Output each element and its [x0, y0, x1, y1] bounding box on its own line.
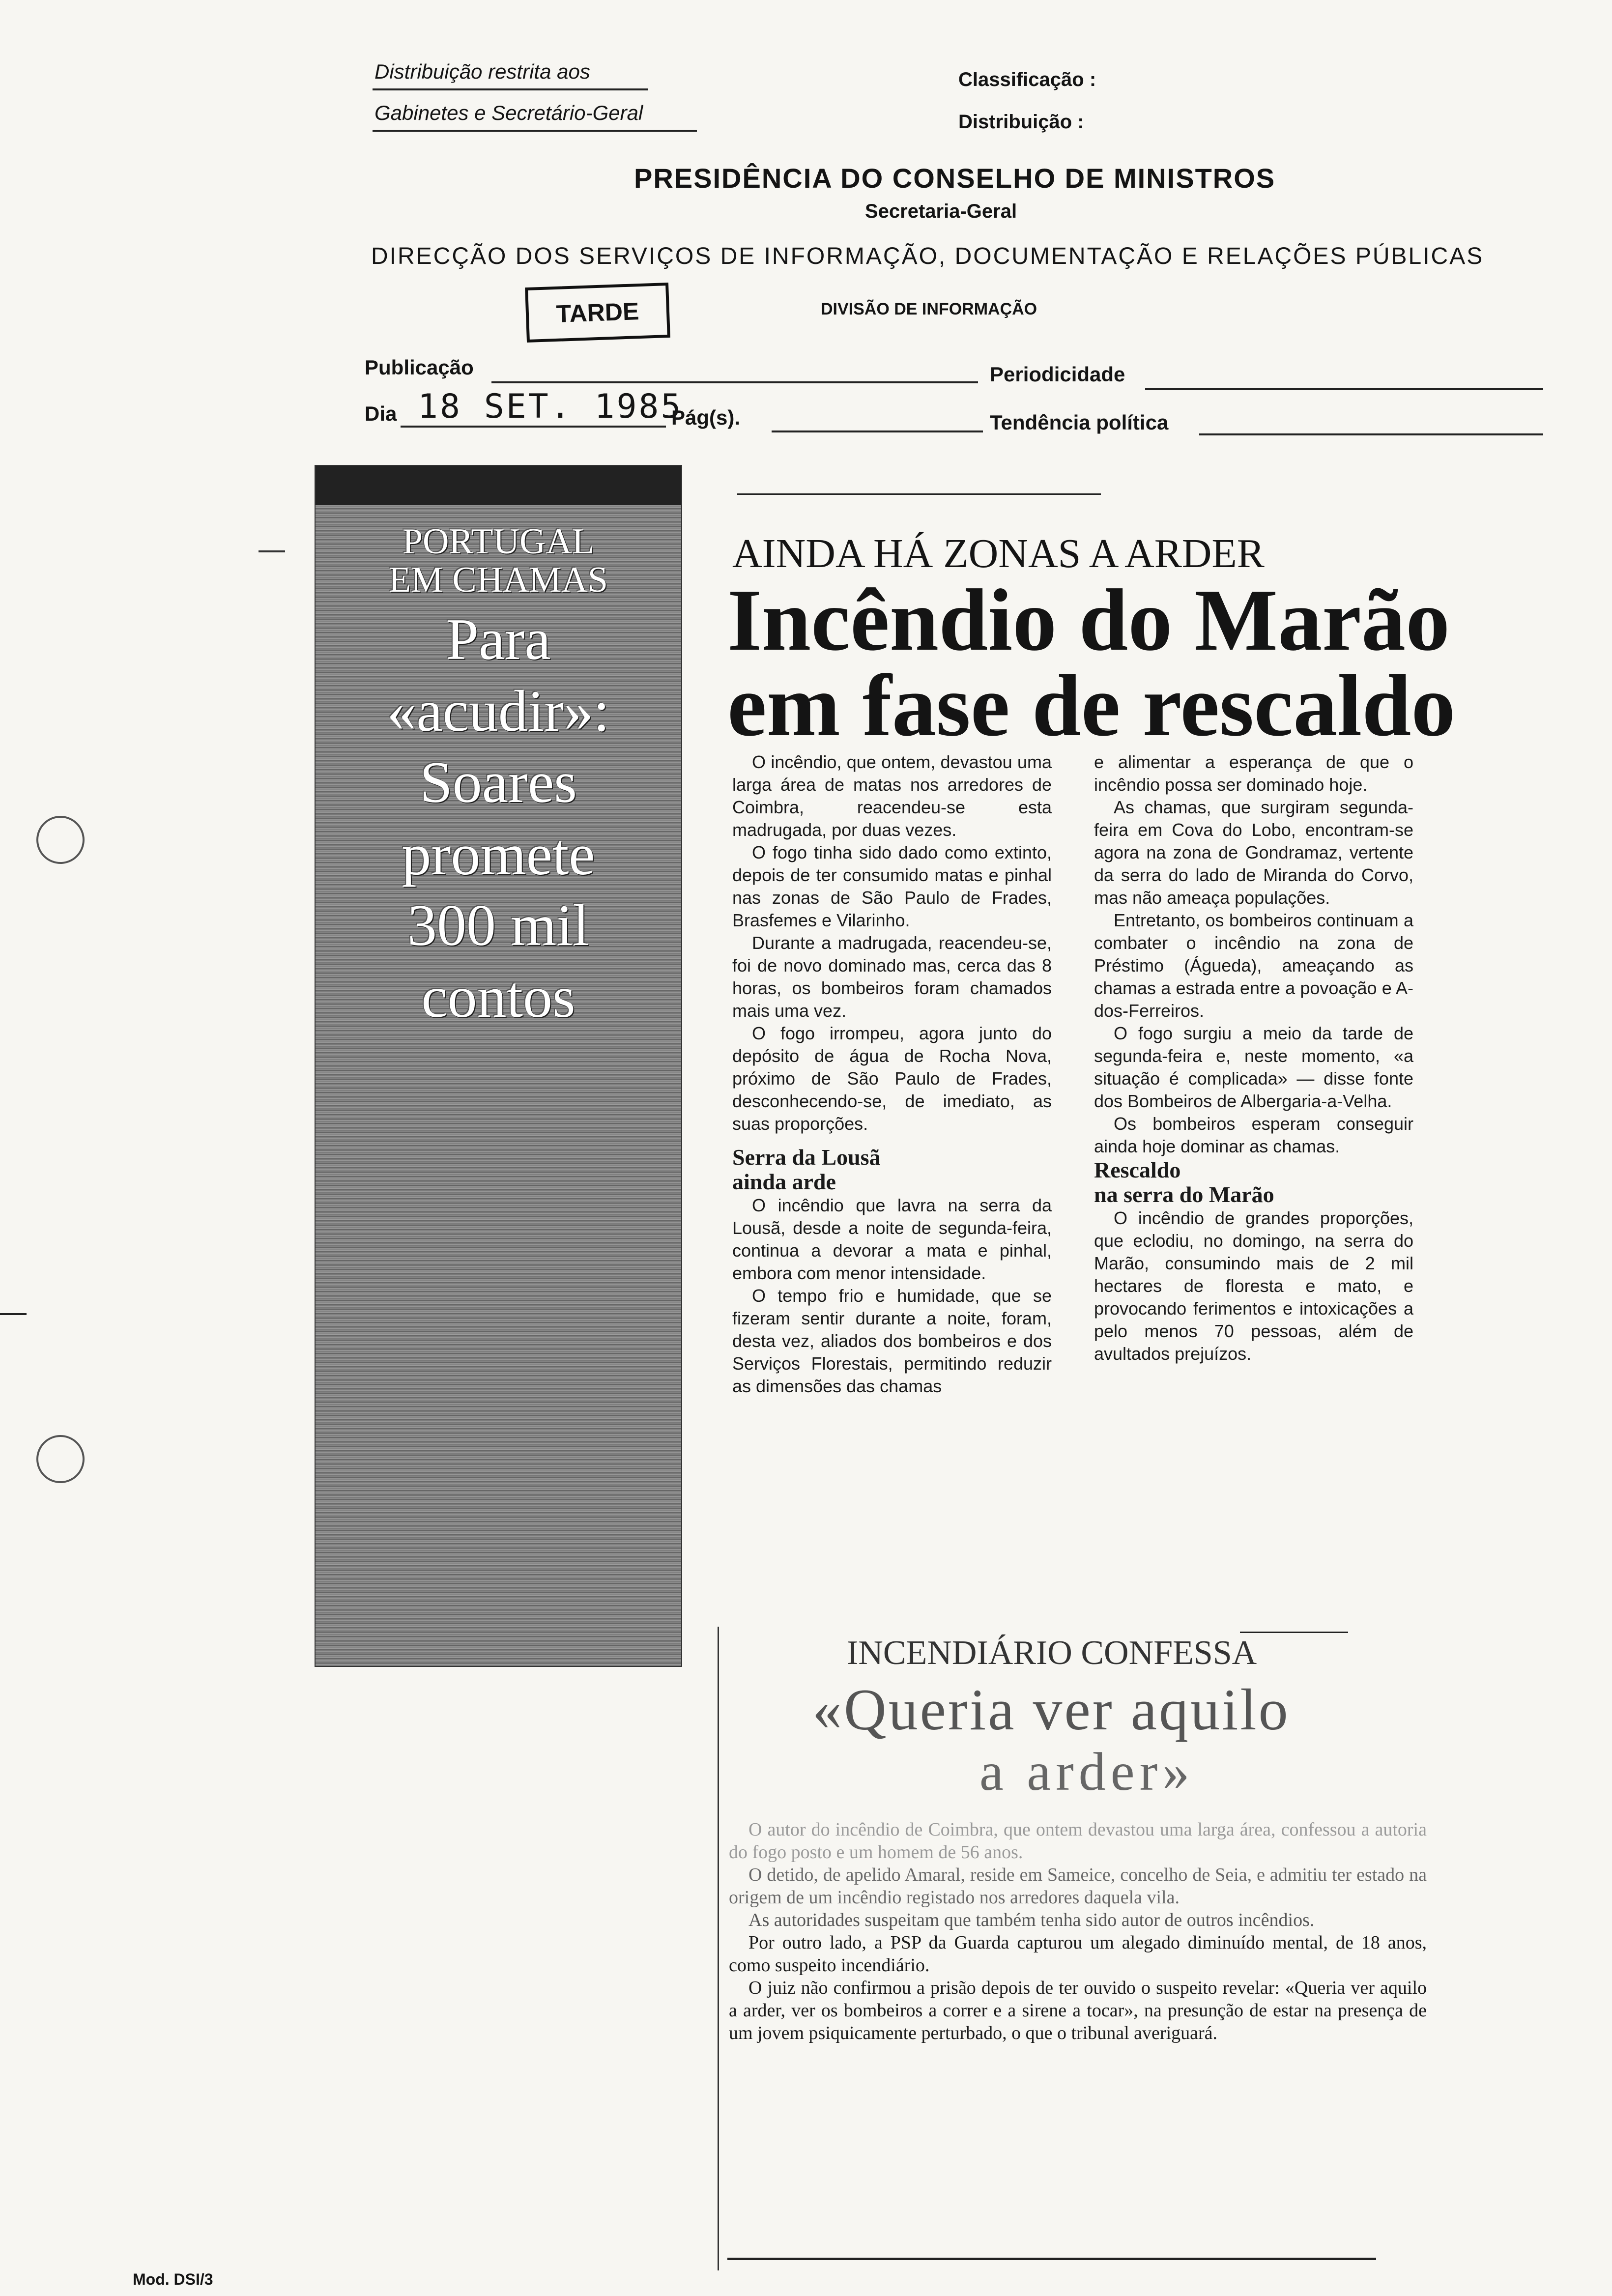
paragraph: O fogo irrompeu, agora junto do depósito de água de Rocha Nova, próximo de São Paulo de Frades, desconhecendo-se, de imediato, as suas proporções.: [732, 1023, 1052, 1134]
divider: [373, 88, 648, 90]
divider: [401, 426, 666, 428]
periodicity-field[interactable]: [1145, 388, 1543, 390]
edition-stamp-text: TARDE: [555, 297, 640, 328]
divider: [373, 130, 697, 132]
second-article-body: [729, 1818, 1427, 2044]
subheading: Rescaldo: [1094, 1157, 1181, 1182]
clipping-headline-1: Para: [446, 606, 551, 672]
paragraph: e alimentar a esperança de que o incêndio possa ser dominado hoje.: [1094, 752, 1413, 795]
article-column-2: [1094, 751, 1413, 1365]
divider: [727, 2258, 1376, 2260]
paragraph: As autoridades suspeitam que também tenha sido autor de outros incêndios.: [748, 1910, 1315, 1930]
clipping-kicker-1: PORTUGAL: [402, 521, 595, 562]
article-headline-1: Incêndio do Marão: [727, 571, 1450, 669]
paragraph: O autor do incêndio de Coimbra, que ontem devastou uma larga área, confessou a autoria do fogo posto e um homem de 56 anos.: [729, 1819, 1427, 1863]
pages-label: Pág(s).: [671, 406, 741, 429]
paragraph: O fogo tinha sido dado como extinto, depois de ter consumido matas e pinhal nas zonas de São Paulo de Frades, Brasfemes e Vilarinho.: [732, 842, 1052, 930]
subheading: na serra do Marão: [1094, 1182, 1274, 1207]
divider: [1240, 1632, 1348, 1633]
paragraph: O fogo surgiu a meio da tarde de segunda-feira e, neste momento, «a situação é complicada» — disse fonte dos Bombeiros de Albergaria-a-Velha.: [1094, 1023, 1413, 1111]
form-code: Mod. DSI/3: [133, 2270, 213, 2288]
margin-dash: [0, 1313, 27, 1315]
paragraph: O incêndio, que ontem, devastou uma larga área de matas nos arredores de Coimbra, reacendeu-se esta madrugada, por duas vezes.: [732, 752, 1052, 840]
second-article-headline-1: «Queria ver aquilo: [812, 1677, 1290, 1742]
paragraph: As chamas, que surgiram segunda-feira em Cova do Lobo, encontram-se agora na zona de Gondramaz, vertente da serra do lado de Miranda do Corvo, mas não ameaça populações.: [1094, 797, 1413, 908]
clipping-top-band: [316, 466, 681, 505]
publication-label: Publicação: [365, 356, 474, 379]
subheading: ainda arde: [732, 1169, 836, 1194]
divider: [737, 493, 1101, 495]
article-kicker: AINDA HÁ ZONAS A ARDER: [732, 531, 1265, 576]
second-article-kicker: INCENDIÁRIO CONFESSA: [847, 1634, 1257, 1672]
margin-dash: [259, 550, 285, 552]
article-headline-2: em fase de rescaldo: [727, 657, 1456, 754]
distribution-note-line1: Distribuição restrita aos: [374, 60, 590, 83]
paragraph: O incêndio que lavra na serra da Lousã, desde a noite de segunda-feira, continua a devorar a mata e pinhal, embora com menor intensidade.: [732, 1195, 1052, 1283]
clipping-headline-4: promete: [402, 822, 595, 887]
paragraph: Os bombeiros esperam conseguir ainda hoje dominar as chamas.: [1094, 1114, 1413, 1156]
paragraph: O detido, de apelido Amaral, reside em Sameice, concelho de Seia, e admitiu ter estado na origem de um incêndio registado nos arredores daquela vila.: [729, 1865, 1427, 1908]
paragraph: O juiz não confirmou a prisão depois de ter ouvido o suspeito revelar: «Queria ver aquilo a arder, ver os bombeiros a correr e a sirene a tocar», na presunção de estar na presença de um jovem psiquicamente perturbado, o que o tribunal averiguará.: [729, 1978, 1427, 2043]
paragraph: Entretanto, os bombeiros continuam a combater o incêndio na zona de Préstimo (Águeda), ameaçando as chamas a estrada entre a povoação e A-dos-Ferreiros.: [1094, 910, 1413, 1021]
classification-label: Classificação :: [958, 69, 1096, 90]
article-column-1: [732, 751, 1052, 1398]
left-clipping: [315, 465, 682, 1667]
org-subtitle: Secretaria-Geral: [865, 201, 1017, 222]
clipping-headline-5: 300 mil: [407, 892, 590, 958]
distribution-label: Distribuição :: [958, 111, 1084, 133]
paragraph: O incêndio de grandes proporções, que eclodiu, no domingo, na serra do Marão, consumindo mais de 2 mil hectares de floresta e mato, e provocando ferimentos e intoxicações a pelo menos 70 pessoas, além de avultados prejuízos.: [1094, 1208, 1413, 1364]
date-value: 18 SET. 1985: [418, 387, 683, 426]
clipping-headline-3: Soares: [420, 749, 577, 815]
periodicity-label: Periodicidade: [990, 363, 1125, 386]
publication-field[interactable]: [491, 381, 978, 383]
punch-hole-icon: [36, 1435, 85, 1483]
paragraph: Durante a madrugada, reacendeu-se, foi de novo dominado mas, cerca das 8 horas, os bombeiros foram chamados mais uma vez.: [732, 933, 1052, 1021]
pages-field[interactable]: [772, 430, 983, 432]
paragraph: Por outro lado, a PSP da Guarda capturou um alegado diminuído mental, de 18 anos, como suspeito incendiário.: [729, 1932, 1427, 1976]
edition-stamp: [525, 283, 670, 343]
org-title: PRESIDÊNCIA DO CONSELHO DE MINISTROS: [634, 163, 1276, 194]
distribution-note-line2: Gabinetes e Secretário-Geral: [374, 101, 643, 124]
punch-hole-icon: [36, 816, 85, 864]
political-tendency-field[interactable]: [1199, 433, 1543, 435]
political-tendency-label: Tendência política: [990, 411, 1169, 434]
clipping-headline-2: «acudir»:: [387, 678, 610, 744]
division-label: DIVISÃO DE INFORMAÇÃO: [821, 300, 1037, 318]
clipping-headline-6: contos: [421, 964, 576, 1030]
directorate: DIRECÇÃO DOS SERVIÇOS DE INFORMAÇÃO, DOCUMENTAÇÃO E RELAÇÕES PÚBLICAS: [371, 243, 1484, 269]
subheading: Serra da Lousã: [732, 1145, 881, 1170]
day-label: Dia: [365, 402, 397, 425]
second-article-box: [718, 1627, 1441, 2270]
clipping-kicker-2: EM CHAMAS: [388, 560, 608, 600]
paragraph: O tempo frio e humidade, que se fizeram sentir durante a noite, foram, desta vez, aliados dos bombeiros e dos Serviços Florestais, permitindo reduzir as dimensões das chamas: [732, 1286, 1052, 1396]
second-article-headline-2: a arder»: [979, 1742, 1195, 1802]
